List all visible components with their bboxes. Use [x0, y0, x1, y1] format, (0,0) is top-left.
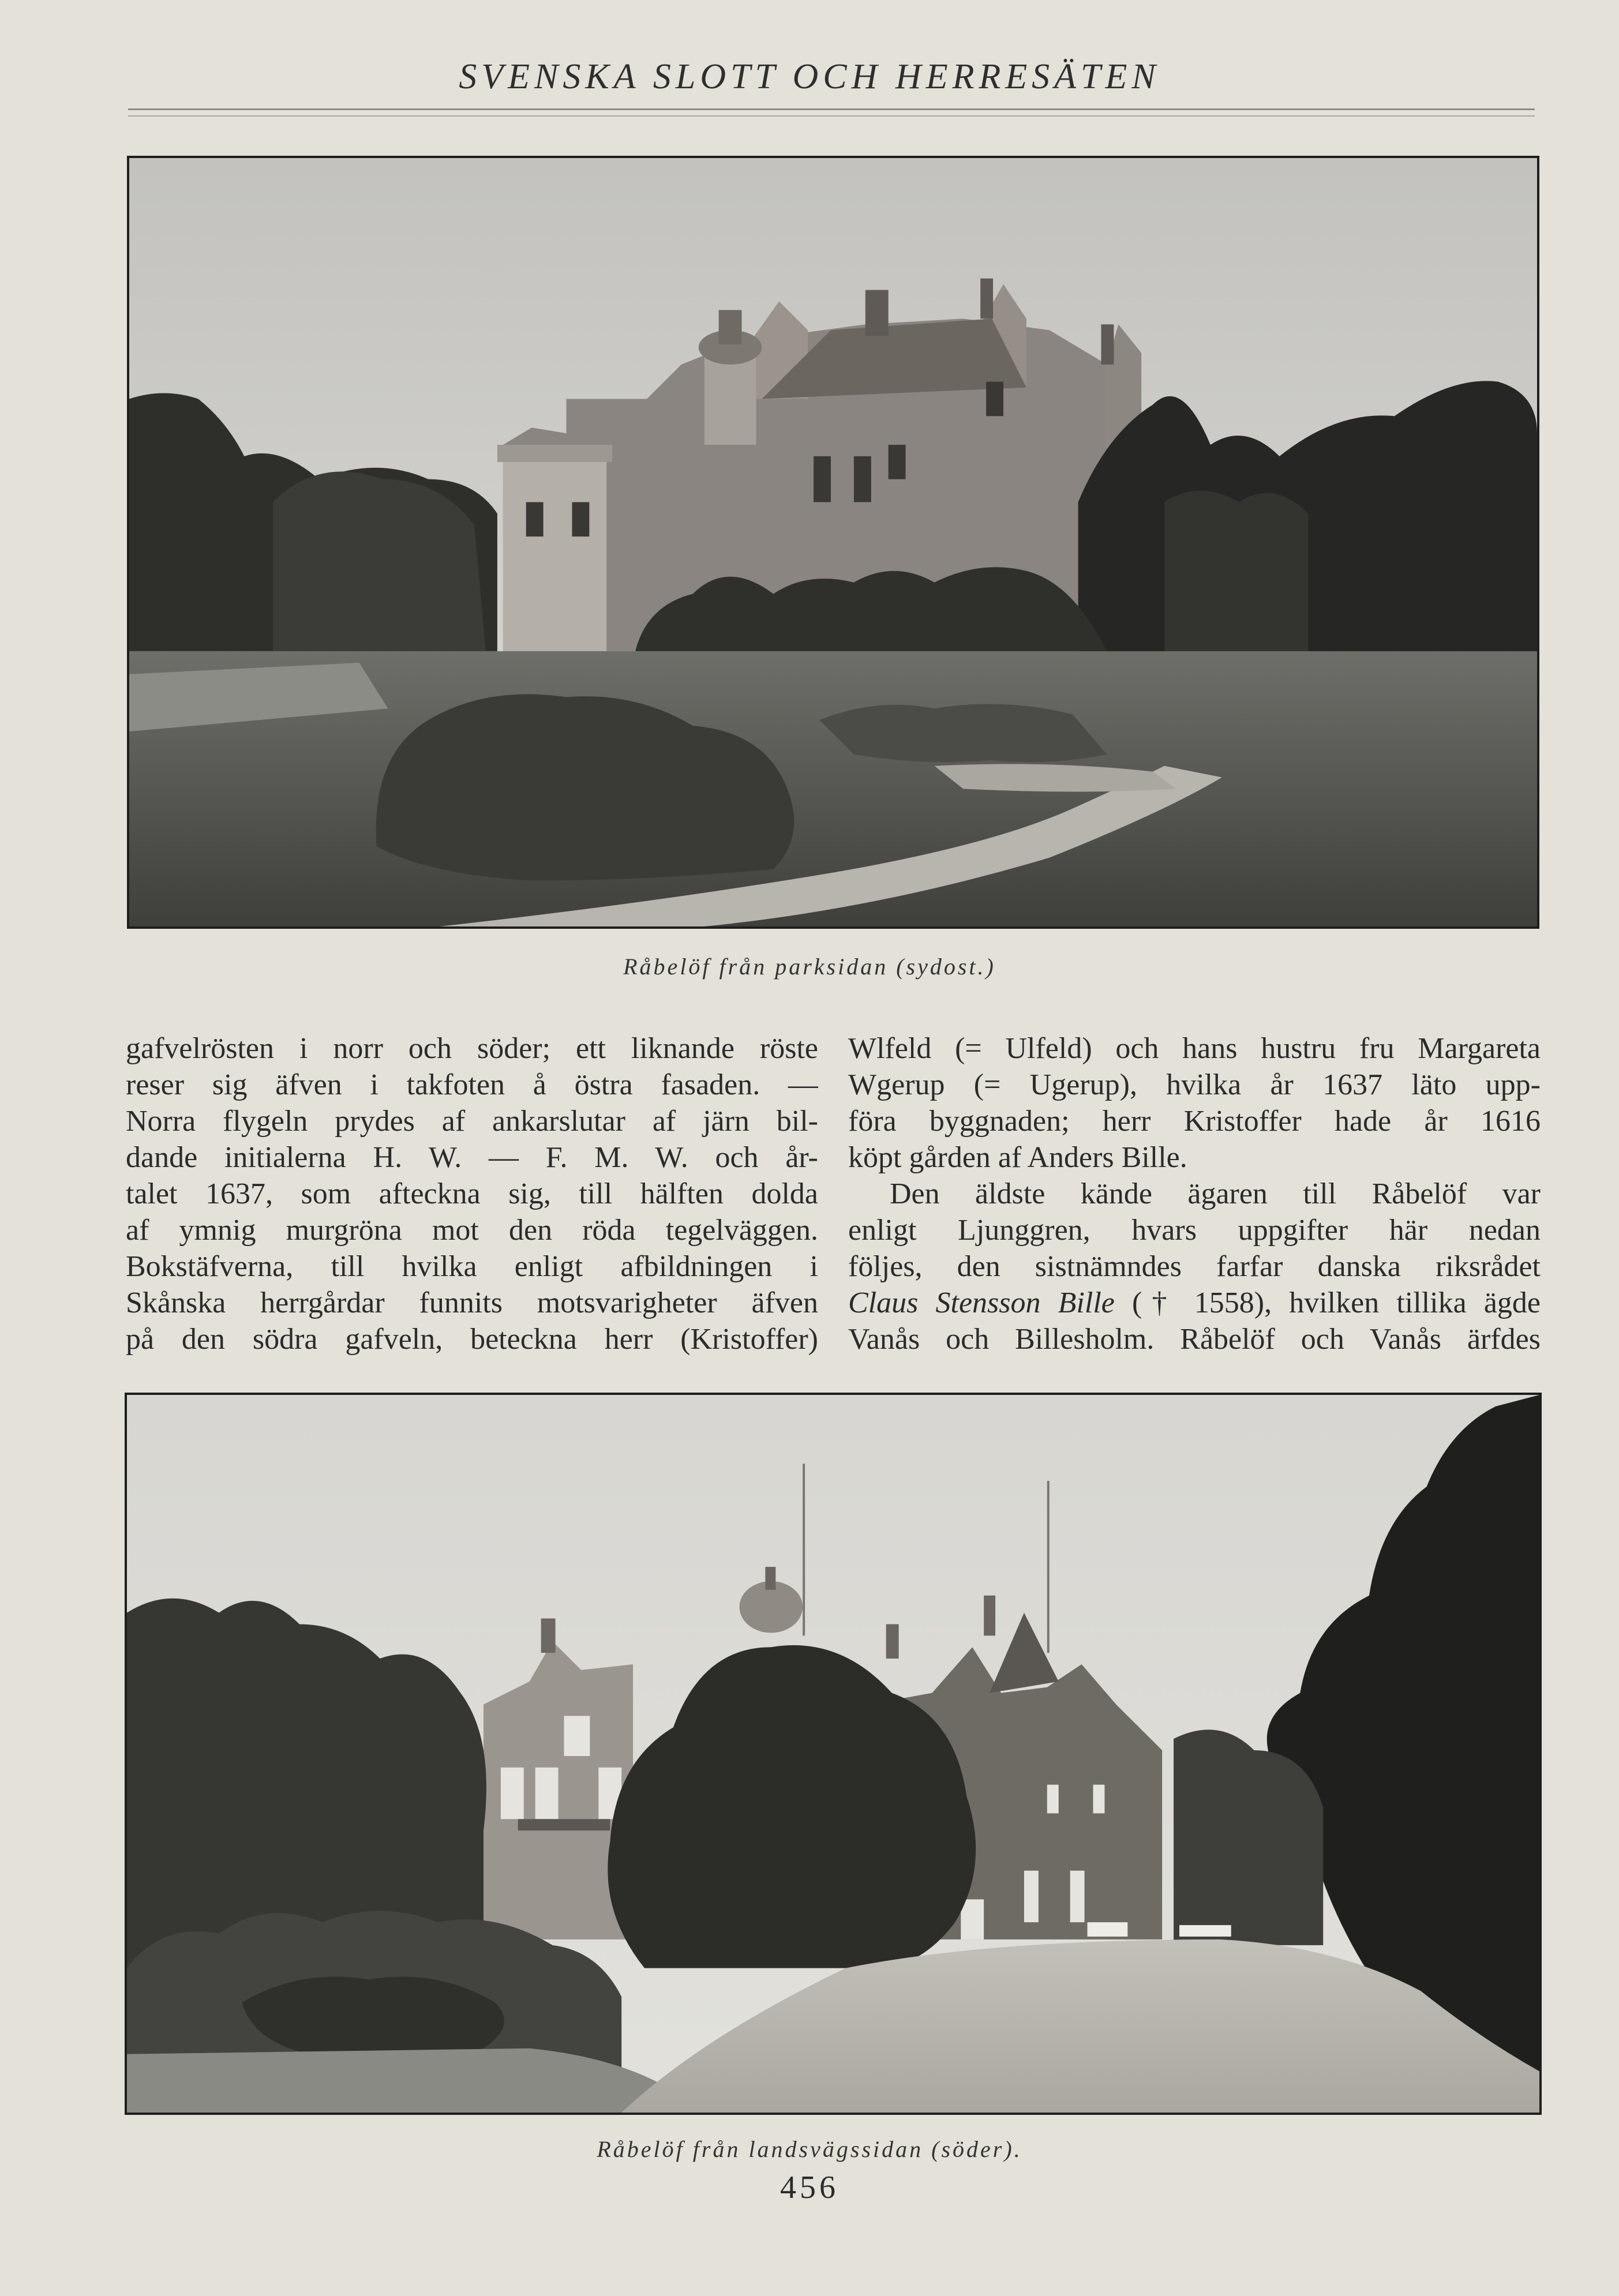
text-line: af ymnig murgröna mot den röda tegelväggen.: [126, 1214, 818, 1247]
text-line: Vanås och Billesholm. Råbelöf och Vanås ärfdes: [848, 1323, 1541, 1356]
person-name: Claus Stensson Bille: [848, 1286, 1115, 1319]
text-line: Norra flygeln prydes af ankarslutar af järn bil-: [126, 1105, 818, 1138]
text-line: på den södra gafveln, beteckna herr (Kristoffer): [126, 1323, 818, 1356]
text-column-right: [848, 1030, 1541, 1357]
text-line: Den äldste kände ägaren till Råbelöf var: [890, 1177, 1541, 1210]
header-rule-thin: [128, 115, 1535, 117]
photo-caption-road-side: Råbelöf från landsvägssidan (söder).: [597, 2136, 1022, 2162]
text-line: Skånska herrgårdar funnits motsvarigheter äfven: [126, 1286, 818, 1319]
running-head: SVENSKA SLOTT OCH HERRESÄTEN: [459, 57, 1160, 96]
header-rule: [128, 108, 1535, 110]
photo-castle-park-side-image: [129, 158, 1537, 926]
photo-castle-road-side-image: [127, 1395, 1539, 2113]
text-fragment: († 1558), hvilken tillika ägde: [1114, 1286, 1541, 1319]
page-number: 456: [780, 2170, 839, 2205]
text-line: Wlfeld (= Ulfeld) och hans hustru fru Margareta: [848, 1032, 1541, 1065]
text-line: köpt gården af Anders Bille.: [848, 1141, 1187, 1174]
text-line: talet 1637, som afteckna sig, till hälften dolda: [126, 1177, 818, 1210]
photo-castle-park-side: [127, 156, 1539, 929]
text-line: reser sig äfven i takfoten å östra fasaden. —: [126, 1068, 818, 1101]
text-line-mixed: [848, 1285, 1541, 1321]
photo-caption-park-side: Råbelöf från parksidan (sydost.): [623, 954, 996, 980]
text-line: Wgerup (= Ugerup), hvilka år 1637 läto upp-: [848, 1068, 1541, 1101]
text-line: enligt Ljunggren, hvars uppgifter här nedan: [848, 1214, 1541, 1247]
text-line: föra byggnaden; herr Kristoffer hade år 1616: [848, 1105, 1541, 1138]
text-line: dande initialerna H. W. — F. M. W. och år-: [126, 1141, 818, 1174]
text-line: följes, den sistnämndes farfar danska riksrådet: [848, 1250, 1541, 1283]
text-column-left: [126, 1030, 818, 1357]
text-line: Bokstäfverna, till hvilka enligt afbildningen i: [126, 1250, 818, 1283]
photo-castle-road-side: [125, 1393, 1542, 2115]
text-line: gafvelrösten i norr och söder; ett liknande röste: [126, 1032, 818, 1065]
